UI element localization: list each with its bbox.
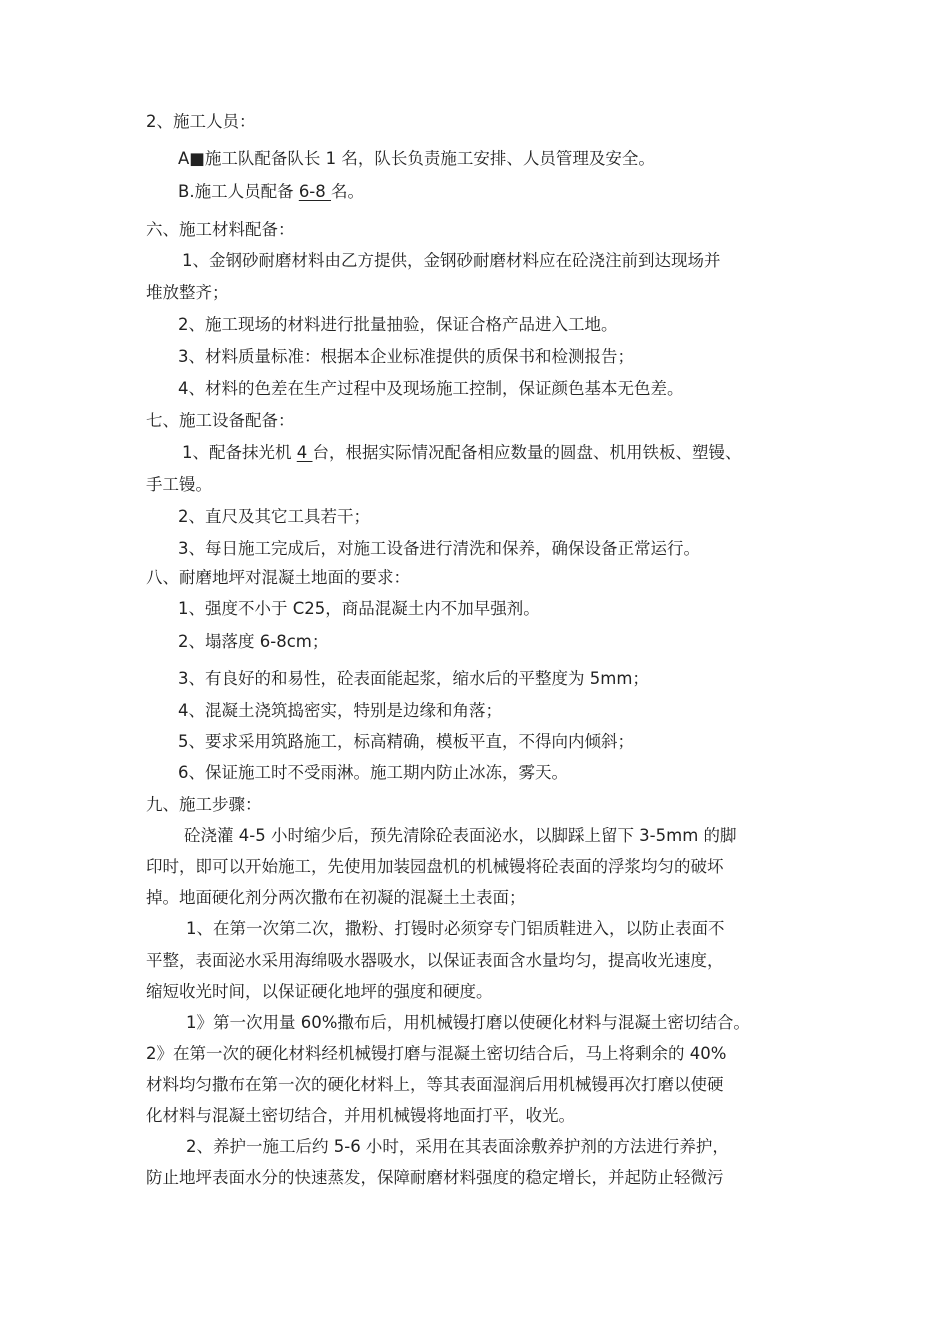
material-item-1-line-1: 1、金钢砂耐磨材料由乙方提供，金钢砂耐磨材料应在砼浇注前到达现场并 <box>182 251 721 270</box>
concrete-req-4: 4、混凝土浇筑捣密实，特别是边缘和角落； <box>178 701 502 720</box>
staff-item-b <box>178 181 364 203</box>
step-1-line-3: 缩短收光时间，以保证硬化地坪的强度和硬度。 <box>146 982 493 1001</box>
staff-count: 6-8 <box>298 182 332 201</box>
section-6-heading: 六、施工材料配备： <box>146 220 295 239</box>
material-item-2: 2、施工现场的材料进行批量抽验，保证合格产品进入工地。 <box>178 315 618 334</box>
steps-intro-line-2: 印时，即可以开始施工，先使用加装园盘机的机械镘将砼表面的浮浆均匀的破坏 <box>146 857 724 876</box>
material-item-4: 4、材料的色差在生产过程中及现场施工控制，保证颜色基本无色差。 <box>178 379 684 398</box>
step-1-sub-2-line-3: 化材料与混凝土密切结合，并用机械镘将地面打平，收光。 <box>146 1106 575 1125</box>
steps-intro-line-1: 砼浇灌 4-5 小时缩少后，预先清除砼表面泌水，以脚踩上留下 3-5mm 的脚 <box>184 826 737 845</box>
trowel-machine-count: 4 <box>296 443 313 462</box>
section-8-heading: 八、耐磨地坪对混凝土地面的要求： <box>146 568 410 587</box>
equipment-item-1-suffix: 台，根据实际情况配备相应数量的圆盘、机用铁板、塑镘、 <box>312 443 742 462</box>
steps-intro-line-3: 掉。地面硬化剂分两次撒布在初凝的混凝土土表面； <box>146 888 526 907</box>
concrete-req-1: 1、强度不小于 C25，商品混凝土内不加早强剂。 <box>178 599 540 618</box>
staff-item-a: A■施工队配备队长 1 名，队长负责施工安排、人员管理及安全。 <box>178 149 655 168</box>
step-2-line-2: 防止地坪表面水分的快速蒸发，保障耐磨材料强度的稳定增长，并起防止轻微污 <box>146 1168 724 1187</box>
concrete-req-2: 2、塌落度 6-8cm； <box>178 632 329 651</box>
equipment-item-1-line-2: 手工镘。 <box>146 475 212 494</box>
concrete-req-5: 5、要求采用筑路施工，标高精确，模板平直，不得向内倾斜； <box>178 732 634 751</box>
equipment-item-3: 3、每日施工完成后，对施工设备进行清洗和保养，确保设备正常运行。 <box>178 539 700 558</box>
step-1-sub-2-line-2: 材料均匀撒布在第一次的硬化材料上，等其表面湿润后用机械镘再次打磨以使硬 <box>146 1075 724 1094</box>
material-item-1-line-2: 堆放整齐； <box>146 283 229 302</box>
step-1-line-2: 平整，表面泌水采用海绵吸水器吸水，以保证表面含水量均匀，提高收光速度， <box>146 951 724 970</box>
equipment-item-1-prefix: 1、配备抹光机 <box>182 443 297 462</box>
step-2-line-1: 2、养护一施工后约 5-6 小时，采用在其表面涂敷养护剂的方法进行养护， <box>186 1137 729 1156</box>
step-1-sub-1: 1》第一次用量 60%撒布后，用机械镘打磨以使硬化材料与混凝土密切结合。 <box>186 1013 750 1032</box>
concrete-req-3: 3、有良好的和易性，砼表面能起浆，缩水后的平整度为 5mm； <box>178 669 649 688</box>
equipment-item-1-line-1 <box>182 442 742 464</box>
equipment-item-2: 2、直尺及其它工具若干； <box>178 507 370 526</box>
section-9-heading: 九、施工步骤： <box>146 795 262 814</box>
staff-item-b-suffix: 名。 <box>331 182 365 201</box>
material-item-3: 3、材料质量标准：根据本企业标准提供的质保书和检测报告； <box>178 347 634 366</box>
step-1-sub-2-line-1: 2》在第一次的硬化材料经机械镘打磨与混凝土密切结合后，马上将剩余的 40% <box>146 1044 727 1063</box>
staff-item-b-prefix: B.施工人员配备 <box>178 182 299 201</box>
section-2-heading: 2、施工人员： <box>146 112 256 131</box>
concrete-req-6: 6、保证施工时不受雨淋。施工期内防止冰冻，雾天。 <box>178 763 568 782</box>
section-7-heading: 七、施工设备配备： <box>146 411 295 430</box>
step-1-line-1: 1、在第一次第二次，撒粉、打镘时必须穿专门铝质鞋进入，以防止表面不 <box>186 919 725 938</box>
